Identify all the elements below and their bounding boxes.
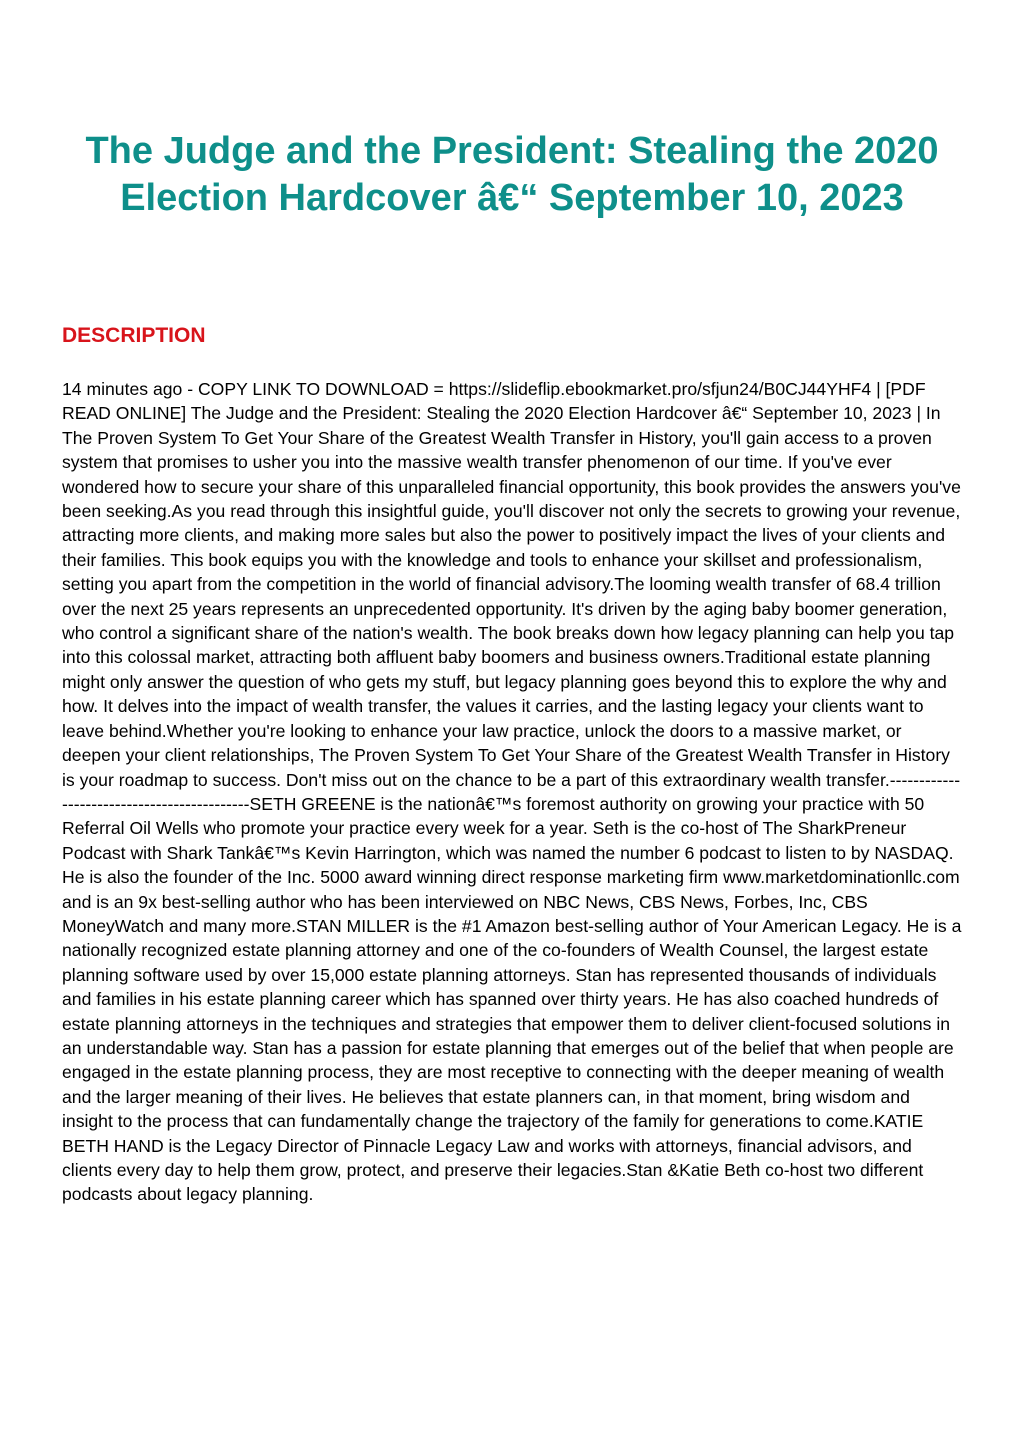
description-body: 14 minutes ago - COPY LINK TO DOWNLOAD = https://slideflip.ebookmarket.pro/sfjun24/B0CJ44YHF4 | [PDF READ ONLINE] The Judge and the President: Stealing the 2020 Election Hardcover â€“ September 10, 2023 | In The Proven System To Get Your Share of the Greatest Wealth Transfer in History, you'll gain access to a proven system that promises to usher you into the massive wealth transfer phenomenon of our time. If you've ever wondered how to secure your share of this unparalleled financial opportunity, this book provides the answers you've been seeking.As you read through this insightful guide, you'll discover not only the secrets to growing your revenue, attracting more clients, and making more sales but also the power to positively impact the lives of your clients and their families. This book equips you with the knowledge and tools to enhance your skillset and professionalism, setting you apart from the competition in the world of financial advisory.The looming wealth transfer of 68.4 trillion over the next 25 years represents an unprecedented opportunity. It's driven by the aging baby boomer generation, who control a significant share of the nation's wealth. The book breaks down how legacy planning can help you tap into this colossal market, attracting both affluent baby boomers and business owners.Traditional estate planning might only answer the question of who gets my stuff, but legacy planning goes beyond this to explore the why and how. It delves into the impact of wealth transfer, the values it carries, and the lasting legacy your clients want to leave behind.Whether you're looking to enhance your law practice, unlock the doors to a massive market, or deepen your client relationships, The Proven System To Get Your Share of the Greatest Wealth Transfer in History is your roadmap to success. Don't miss out on the chance to be a part of this extraordinary wealth transfer.--------------------------------------------SETH GREENE is the nationâ€™s foremost authority on growing your practice with 50 Referral Oil Wells who promote your practice every week for a year. Seth is the co-host of The SharkPreneur Podcast with Shark Tankâ€™s Kevin Harrington, which was named the number 6 podcast to listen to by NASDAQ. He is also the founder of the Inc. 5000 award winning direct response marketing firm www.marketdominationllc.com and is an 9x best-selling author who has been interviewed on NBC News, CBS News, Forbes, Inc, CBS MoneyWatch and many more.STAN MILLER is the #1 Amazon best-selling author of Your American Legacy. He is a nationally recognized estate planning attorney and one of the co-founders of Wealth Counsel, the largest estate planning software used by over 15,000 estate planning attorneys. Stan has represented thousands of individuals and families in his estate planning career which has spanned over thirty years. He has also coached hundreds of estate planning attorneys in the techniques and strategies that empower them to deliver client-focused solutions in an understandable way. Stan has a passion for estate planning that emerges out of the belief that when people are engaged in the estate planning process, they are most receptive to connecting with the deeper meaning of wealth and the larger meaning of their lives. He believes that estate planners can, in that moment, bring wisdom and insight to the process that can fundamentally change the trajectory of the family for generations to come.KATIE BETH HAND is the Legacy Director of Pinnacle Legacy Law and works with attorneys, financial advisors, and clients every day to help them grow, protect, and preserve their legacies.Stan &Katie Beth co-host two different podcasts about legacy planning. bbox=[62, 379, 962, 1205]
description-heading: DESCRIPTION bbox=[62, 324, 206, 347]
document-title: The Judge and the President: Stealing the 2020 Election Hardcover â€“ September 10, 2023 bbox=[85, 130, 939, 219]
